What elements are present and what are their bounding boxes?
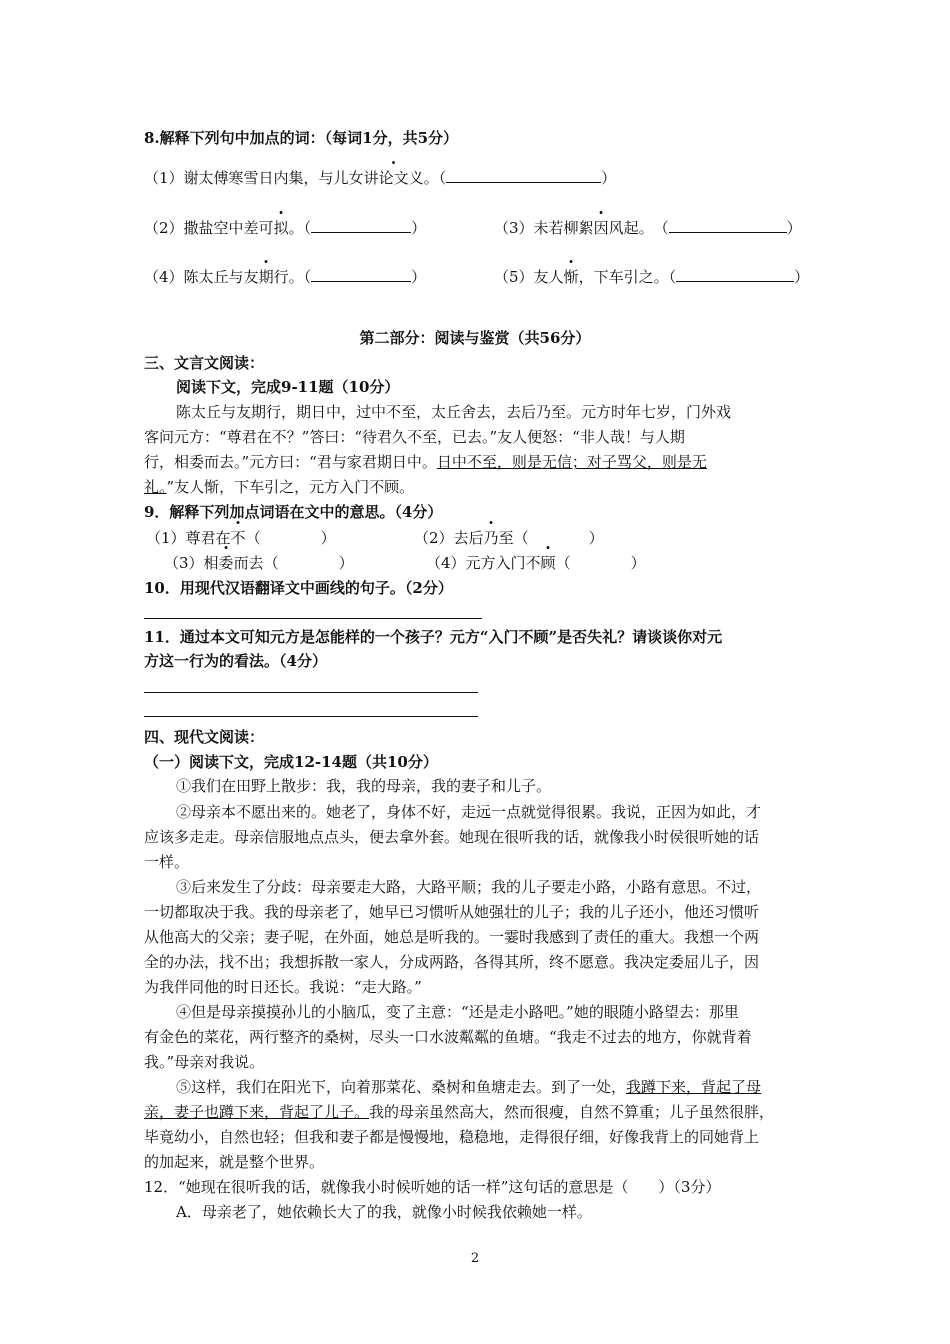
modern-text-line: 为我伴同他的时日还长。我说：“走大路。” bbox=[144, 978, 422, 996]
q8-item-5: （5）友人惭，下车引之。（ ） bbox=[494, 268, 810, 286]
answer-line[interactable] bbox=[144, 716, 478, 717]
section3-heading: 三、文言文阅读： bbox=[144, 354, 265, 372]
dotted-chars: 期 bbox=[258, 268, 274, 286]
dotted-chars: 讲论文义 bbox=[363, 169, 424, 187]
modern-text-line: ⑤这样，我们在阳光下，向着那菜花、桑树和鱼塘走去。到了一处，我蹲下来，背起了母 bbox=[176, 1078, 762, 1096]
modern-text-line: ④但是母亲摸摸孙儿的小脑瓜，变了主意：“还是走小路吧。”她的眼随小路望去：那里 bbox=[176, 1003, 739, 1021]
answer-line[interactable] bbox=[144, 692, 478, 693]
q8-item-1: （1）谢太傅寒雪日内集，与儿女讲论文义。（ ） bbox=[144, 169, 617, 187]
dotted-chars: 不 bbox=[230, 529, 246, 547]
q8-item-2: （2）撒盐空中差可拟。（ ） bbox=[144, 219, 427, 237]
answer-line[interactable] bbox=[144, 618, 482, 619]
modern-text-line: 毕竟幼小，自然也轻；但我和妻子都是慢慢地，稳稳地，走得很仔细，好像我背上的同她背上 bbox=[144, 1128, 760, 1146]
section3-intro: 阅读下文，完成9-11题（10分） bbox=[176, 378, 400, 396]
modern-text-line: 亲，妻子也蹲下来，背起了儿子。我的母亲虽然高大，然而很瘦，自然不算重；儿子虽然很胖， bbox=[144, 1103, 775, 1121]
page-number: 2 bbox=[470, 1251, 480, 1266]
modern-text-line: 应该多走走。母亲信服地点点头，便去拿外套。她现在很听我的话，就像我小时侯很听她的话 bbox=[144, 828, 760, 846]
q12-option-a[interactable]: A．母亲老了，她依赖长大了的我，就像小时候我依赖她一样。 bbox=[176, 1203, 592, 1221]
section4-sub: （一）阅读下文，完成12-14题（共10分） bbox=[144, 753, 438, 771]
underlined-sentence: 亲，妻子也蹲下来，背起了儿子。 bbox=[144, 1103, 370, 1121]
section4-heading: 四、现代文阅读： bbox=[144, 728, 265, 746]
q10-title: 10．用现代汉语翻译文中画线的句子。（2分） bbox=[144, 579, 453, 597]
modern-text-line: 一切都取决于我。我的母亲老了，她早已习惯听从她强壮的儿子；我的儿子还小，他还习惯听 bbox=[144, 903, 760, 921]
classical-text-line: 陈太丘与友期行，期日中，过中不至，太丘舍去，去后乃至。元方时年七岁，门外戏 bbox=[176, 403, 732, 421]
classical-text-line: 礼。”友人惭，下车引之，元方入门不顾。 bbox=[144, 478, 415, 496]
answer-blank[interactable] bbox=[446, 168, 601, 183]
part2-title: 第二部分：阅读与鉴赏（共56分） bbox=[359, 329, 591, 347]
classical-text-line: 行，相委而去。”元方曰：“君与家君期日中。日中不至，则是无信；对子骂父，则是无 bbox=[144, 453, 707, 471]
modern-text-line: 我。”母亲对我说。 bbox=[144, 1053, 265, 1071]
q12-title: 12．“她现在很听我的话，就像我小时候听她的话一样”这句话的意思是（ ）（3分） bbox=[144, 1178, 721, 1196]
q8-item-3: （3）未若柳絮因风起。 （ ） bbox=[494, 219, 802, 237]
dotted-chars: 因 bbox=[593, 219, 609, 237]
modern-text-line: 有金色的菜花，两行整齐的桑树，尽头一口水波粼粼的鱼塘。“我走不过去的地方，你就背着 bbox=[144, 1028, 752, 1046]
modern-text-line: 全的办法，找不出；我想拆散一家人，分成两路，各得其所，终不愿意。我决定委屈儿子，因 bbox=[144, 953, 760, 971]
underlined-sentence: 礼。 bbox=[144, 478, 167, 496]
dotted-chars: 惭 bbox=[563, 268, 579, 286]
modern-text-line: ①我们在田野上散步：我，我的母亲，我的妻子和儿子。 bbox=[176, 777, 552, 795]
q8-title: 8.解释下列句中加点的词：（每词1分，共5分） bbox=[144, 129, 459, 147]
underlined-sentence: 日中不至，则是无信；对子骂父，则是无 bbox=[436, 453, 707, 471]
underlined-sentence: 我蹲下来，背起了母 bbox=[626, 1078, 762, 1096]
modern-text-line: ③后来发生了分歧：母亲要走大路，大路平顺；我的儿子要走小路，小路有意思。不过， bbox=[176, 878, 762, 896]
dotted-chars: 委 bbox=[218, 554, 234, 572]
dotted-chars: 顾 bbox=[540, 554, 556, 572]
classical-text-line: 客问元方：“尊君在不？”答曰：“待君久不至，已去。”友人便怒：“非人哉！与人期 bbox=[144, 428, 685, 446]
dotted-chars: 拟 bbox=[273, 219, 289, 237]
answer-blank[interactable] bbox=[311, 218, 411, 233]
q9-item-2: （2）去后乃至（ ） bbox=[414, 529, 604, 547]
q9-item-1: （1）尊君在不（ ） bbox=[146, 529, 336, 547]
modern-text-line: 的加起来，就是整个世界。 bbox=[144, 1153, 325, 1171]
modern-text-line: 从他高大的父亲；妻子呢，在外面，她总是听我的。一霎时我感到了责任的重大。我想一个两 bbox=[144, 928, 760, 946]
dotted-chars: 乃 bbox=[483, 529, 499, 547]
q8-item-4: （4）陈太丘与友期行。（ ） bbox=[144, 268, 427, 286]
q9-title: 9．解释下列加点词语在文中的意思。（4分） bbox=[144, 503, 443, 521]
modern-text-line: ②母亲本不愿出来的。她老了，身体不好，走远一点就觉得很累。我说，正因为如此，才 bbox=[176, 803, 762, 821]
answer-blank[interactable] bbox=[676, 267, 794, 282]
q11-title-cont: 方这一行为的看法。（4分） bbox=[144, 652, 327, 670]
q11-title: 11．通过本文可知元方是怎能样的一个孩子？元方“入门不顾”是否失礼？请谈谈你对元 bbox=[144, 628, 723, 646]
modern-text-line: 一样。 bbox=[144, 853, 190, 871]
answer-blank[interactable] bbox=[669, 218, 787, 233]
q9-item-3: （3）相委而去（ ） bbox=[164, 554, 354, 572]
answer-blank[interactable] bbox=[311, 267, 411, 282]
q9-item-4: （4）元方入门不顾（ ） bbox=[426, 554, 646, 572]
